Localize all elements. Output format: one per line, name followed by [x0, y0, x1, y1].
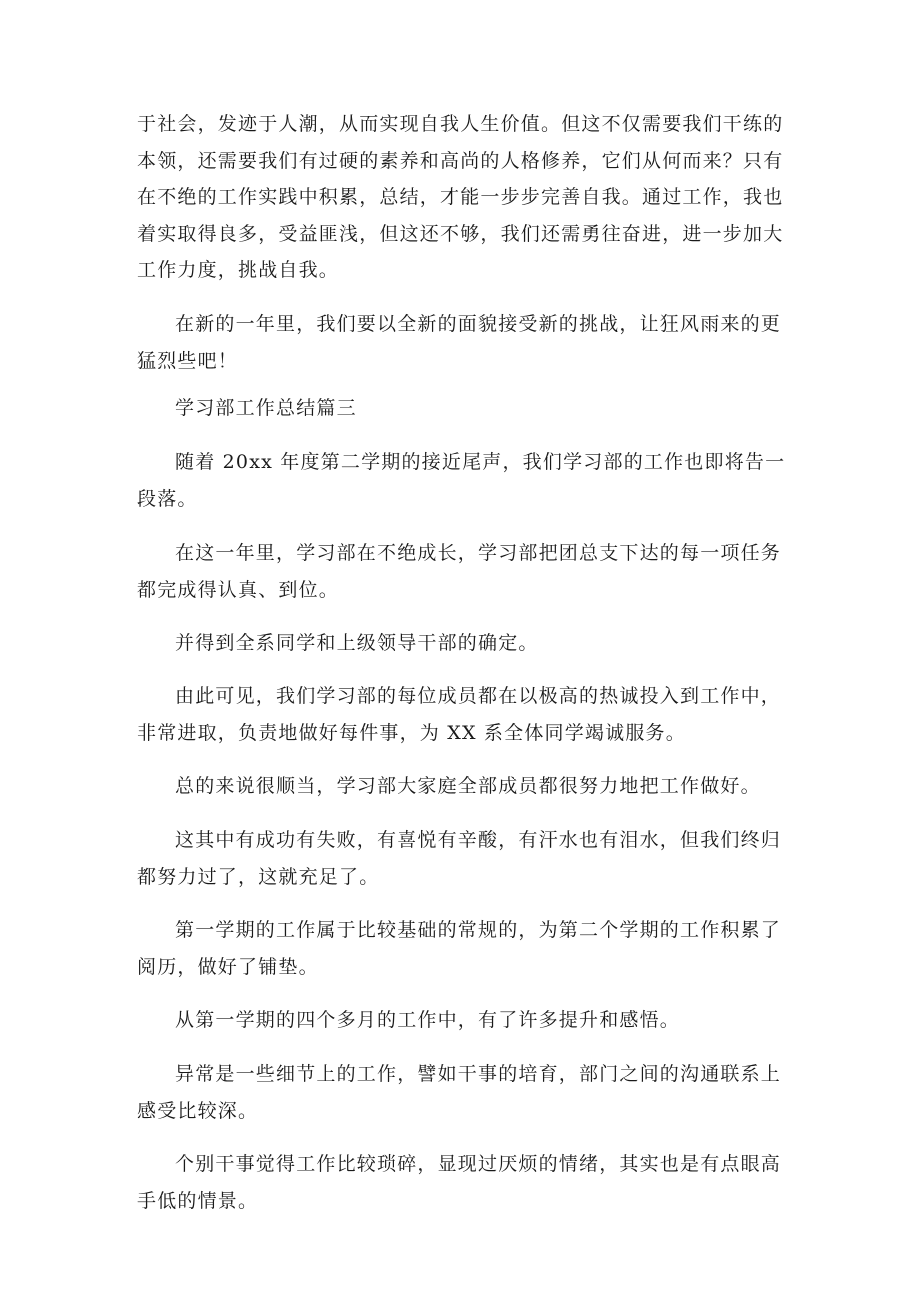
paragraph-growth: 在这一年里，学习部在不绝成长，学习部把团总支下达的每一项任务都完成得认真、到位。	[137, 542, 782, 601]
paragraph-members: 由此可见，我们学习部的每位成员都在以极高的热诚投入到工作中，非常进取，负责地做好每件事，为 XX 系全体同学竭诚服务。	[137, 685, 782, 744]
paragraph-continuation: 于社会，发迹于人潮，从而实现自我人生价值。但这不仅需要我们干练的本领，还需要我们有过硬的素养和高尚的人格修养，它们从何而来？只有在不绝的工作实践中积累，总结，才能一步步完善自我。通过工作，我也着实取得良多，受益匪浅，但这还不够，我们还需勇往奋进，进一步加大工作力度，挑战自我。	[137, 113, 784, 281]
paragraph-experience: 这其中有成功有失败，有喜悦有辛酸，有汗水也有泪水，但我们终归都努力过了，这就充足了。	[137, 829, 782, 888]
paragraph-intro: 随着 20xx 年度第二学期的接近尾声，我们学习部的工作也即将告一段落。	[137, 451, 786, 510]
paragraph-overall: 总的来说很顺当，学习部大家庭全部成员都很努力地把工作做好。	[175, 775, 761, 797]
section-heading: 学习部工作总结篇三	[175, 397, 357, 419]
paragraph-details: 异常是一些细节上的工作，譬如干事的培育，部门之间的沟通联系上感受比较深。	[137, 1063, 782, 1122]
paragraph-attitude: 个别干事觉得工作比较琐碎，显现过厌烦的情绪，其实也是有点眼高手低的情景。	[137, 1153, 782, 1212]
paragraph-new-year: 在新的一年里，我们要以全新的面貌接受新的挑战，让狂风雨来的更猛烈些吧！	[137, 313, 782, 372]
paragraph-insights: 从第一学期的四个多月的工作中，有了许多提升和感悟。	[175, 1009, 681, 1031]
paragraph-recognition: 并得到全系同学和上级领导干部的确定。	[175, 632, 539, 654]
paragraph-first-term: 第一学期的工作属于比较基础的常规的，为第二个学期的工作积累了阅历，做好了铺垫。	[137, 919, 782, 978]
